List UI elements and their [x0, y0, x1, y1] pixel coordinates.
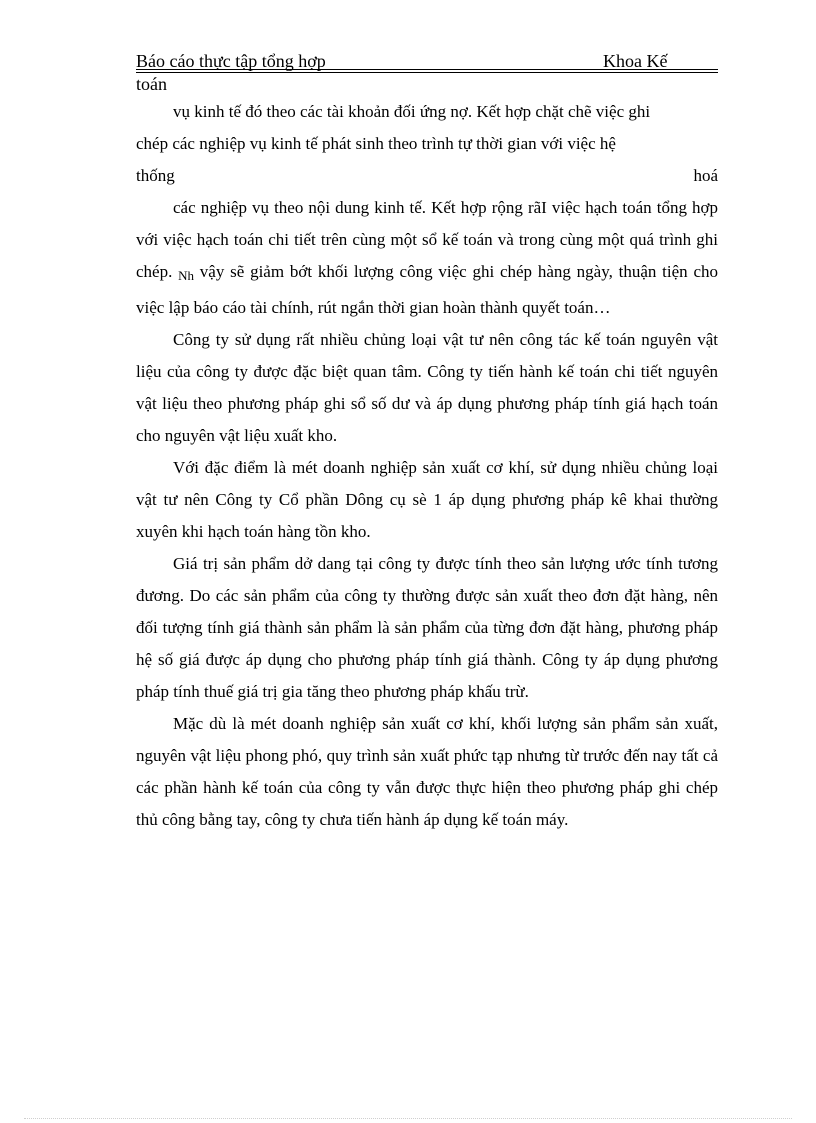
- paragraph-3: Công ty sử dụng rất nhiều chủng loại vật tư nên công tác kế toán nguyên vật liệu của công ty được đặc biệt quan tâm. Công ty tiến hành kế toán chi tiết nguyên vật liệu theo phương pháp ghi sổ số dư và áp dụng phương pháp tính giá hạch toán cho nguyên vật liệu xuất kho.: [136, 330, 718, 445]
- header-department-continuation: toán: [136, 74, 167, 94]
- paragraph-1-line-3-right: hoá: [693, 166, 718, 185]
- paragraph-2-nh: Nh: [178, 268, 195, 283]
- paragraph-2-part-2: vậy sẽ giảm bớt khối lượng công việc ghi chép hàng ngày, thuận tiện cho việc lập báo cáo tài chính, rút ngắn thời gian hoàn thành quyết toán…: [136, 262, 718, 317]
- paragraph-2: [136, 192, 718, 324]
- paragraph-1-line-1: vụ kinh tế đó theo các tài khoản đối ứng nợ. Kết hợp chặt chẽ việc ghi: [173, 102, 651, 121]
- paragraph-4: Với đặc điểm là mét doanh nghiệp sản xuất cơ khí, sử dụng nhiều chủng loại vật tư nên Công ty Cổ phần Dông cụ sè 1 áp dụng phương pháp kê khai thường xuyên khi hạch toán hàng tồn kho.: [136, 458, 718, 541]
- paragraph-1-line-3: [136, 160, 718, 192]
- header-report-title: Báo cáo thực tập tổng hợp: [136, 51, 326, 71]
- header-rule-top: [136, 69, 718, 70]
- paragraph-1-line-2: chép các nghiệp vụ kinh tế phát sinh theo trình tự thời gian với việc hệ: [136, 134, 616, 153]
- paragraph-5: Giá trị sản phẩm dở dang tại công ty được tính theo sản lượng ước tính tương đương. Do các sản phẩm của công ty thường được sản xuất theo đơn đặt hàng, nên đối tượng tính giá thành sản phẩm là sản phẩm của từng đơn đặt hàng, phương pháp hệ số giá được áp dụng cho phương pháp tính giá thành. Công ty áp dụng phương pháp tính thuế giá trị gia tăng theo phương pháp khấu trừ.: [136, 554, 718, 701]
- header-rule-bottom: [136, 72, 718, 73]
- paragraph-2-part-1: các nghiệp vụ theo nội dung kinh tế. Kết hợp rộng rãI việc hạch toán tổng hợp với việc hạch toán chi tiết trên cùng một sổ kế toán và trong cùng một quá trình ghi chép.: [136, 198, 718, 281]
- page-header: [136, 51, 718, 73]
- header-department: Khoa Kế: [603, 51, 668, 71]
- paragraph-6: Mặc dù là mét doanh nghiệp sản xuất cơ khí, khối lượng sản phẩm sản xuất, nguyên vật liệu phong phó, quy trình sản xuất phức tạp nhưng từ trước đến nay tất cả các phần hành kế toán của công ty vẫn được thực hiện theo phương pháp ghi chép thủ công bằng tay, công ty chưa tiến hành áp dụng kế toán máy.: [136, 714, 718, 829]
- paragraph-1-line-3-left: thống: [136, 166, 175, 185]
- page-bottom-divider: [24, 1118, 792, 1119]
- document-body: [136, 96, 718, 836]
